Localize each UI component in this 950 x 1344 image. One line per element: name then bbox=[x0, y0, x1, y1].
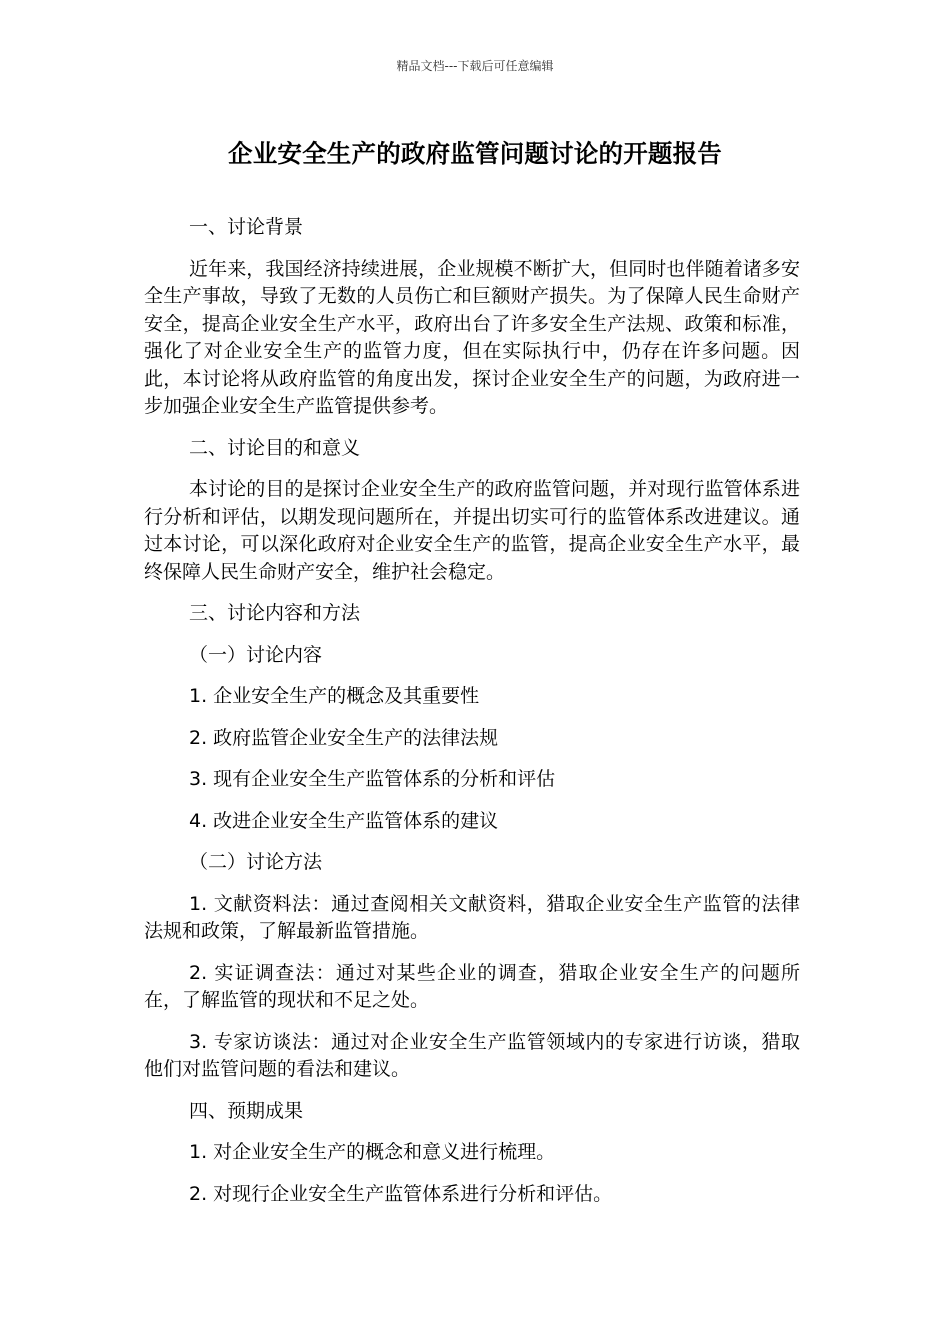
section-heading-content-method: 三、讨论内容和方法 bbox=[189, 602, 361, 624]
list-item: 4. 改进企业安全生产监管体系的建议 bbox=[189, 809, 499, 832]
list-item: 1. 文献资料法：通过查阅相关文献资料，猎取企业安全生产监管的法律法规和政策，了解最新监管措施。 bbox=[144, 892, 800, 942]
list-item: 2. 实证调查法：通过对某些企业的调查，猎取企业安全生产的问题所在，了解监管的现状和不足之处。 bbox=[144, 961, 800, 1011]
section-heading-outcomes: 四、预期成果 bbox=[189, 1099, 304, 1122]
list-item: 3. 专家访谈法：通过对企业安全生产监管领域内的专家进行访谈，猎取他们对监管问题的看法和建议。 bbox=[144, 1030, 800, 1080]
page-header: 精品文档---下载后可任意编辑 bbox=[396, 59, 554, 73]
paragraph-background: 近年来，我国经济持续进展，企业规模不断扩大，但同时也伴随着诸多安全生产事故，导致了无数的人员伤亡和巨额财产损失。为了保障人民生命财产安全，提高企业安全生产水平，政府出台了许多安全生产法规、政策和标准，强化了对企业安全生产的监管力度，但在实际执行中，仍存在许多问题。因此，本讨论将从政府监管的角度出发，探讨企业安全生产的问题，为政府进一步加强企业安全生产监管提供参考。 bbox=[144, 257, 800, 417]
subheading-method: （二）讨论方法 bbox=[189, 851, 323, 873]
list-item: 3. 现有企业安全生产监管体系的分析和评估 bbox=[189, 768, 556, 790]
document-body bbox=[144, 214, 800, 1222]
list-item: 2. 政府监管企业安全生产的法律法规 bbox=[189, 726, 499, 749]
subheading-content: （一）讨论内容 bbox=[189, 643, 323, 666]
paragraph-purpose: 本讨论的目的是探讨企业安全生产的政府监管问题，并对现行监管体系进行分析和评估，以期发现问题所在，并提出切实可行的监管体系改进建议。通过本讨论，可以深化政府对企业安全生产的监管，提高企业安全生产水平，最终保障人民生命财产安全，维护社会稳定。 bbox=[144, 478, 800, 583]
list-item: 2. 对现行企业安全生产监管体系进行分析和评估。 bbox=[189, 1182, 613, 1205]
list-item: 1. 对企业安全生产的概念和意义进行梳理。 bbox=[189, 1141, 556, 1163]
document-title: 企业安全生产的政府监管问题讨论的开题报告 bbox=[228, 139, 722, 168]
section-heading-background: 一、讨论背景 bbox=[189, 216, 304, 238]
section-heading-purpose: 二、讨论目的和意义 bbox=[189, 436, 361, 459]
list-item: 1. 企业安全生产的概念及其重要性 bbox=[189, 685, 480, 707]
